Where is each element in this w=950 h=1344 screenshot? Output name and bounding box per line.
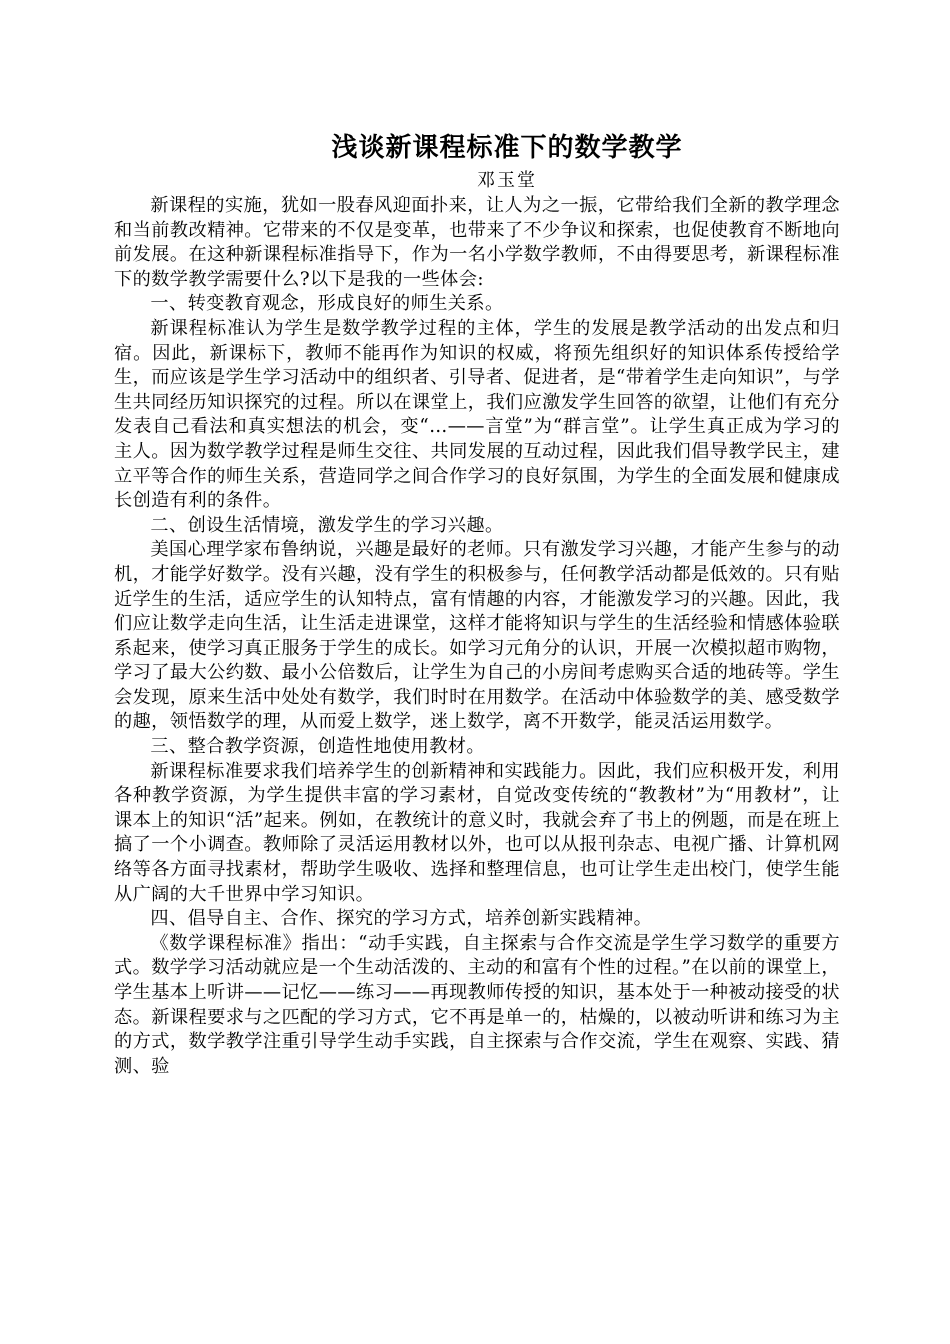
section-heading-1: 一、转变教育观念，形成良好的师生关系。 — [150, 293, 504, 315]
document-body — [114, 194, 840, 1079]
paragraph-3: 新课程标准要求我们培养学生的创新精神和实践能力。因此，我们应积极开发，利用各种教学资源，为学生提供丰富的学习素材，自觉改变传统的“教教材”为“用教材”，让课本上的知识“活”起来。例如，在教统计的意义时，我就会弃了书上的例题，而是在班上搞了一个小调查。教师除了灵活运用教材以外，也可以从报刊杂志、电视广播、计算机网络等各方面寻找素材，帮助学生吸收、选择和整理信息，也可让学生走出校门，使学生能从广阔的大千世界中学习知识。 — [114, 760, 840, 905]
section-heading-2: 二、创设生活情境，激发学生的学习兴趣。 — [150, 514, 504, 536]
paragraph-intro: 新课程的实施，犹如一股春风迎面扑来，让人为之一振，它带给我们全新的教学理念和当前教改精神。它带来的不仅是变革，也带来了不少争议和探索，也促使教育不断地向前发展。在这种新课程标准指导下，作为一名小学数学教师，不由得要思考，新课程标准下的数学教学需要什么?以下是我的一些体会: — [114, 195, 840, 290]
paragraph-1: 新课程标准认为学生是数学教学过程的主体，学生的发展是教学活动的出发点和归宿。因此，新课标下，教师不能再作为知识的权威，将预先组织好的知识体系传授给学生，而应该是学生学习活动中的组织者、引导者、促进者，是“带着学生走向知识”，与学生共同经历知识探究的过程。所以在课堂上，我们应激发学生回答的欲望，让他们有充分发表自己看法和真实想法的机会，变“…——言堂”为“群言堂”。让学生真正成为学习的主人。因为数学教学过程是师生交往、共同发展的互动过程，因此我们倡导教学民主，建立平等合作的师生关系，营造同学之间合作学习的良好氛围，为学生的全面发展和健康成长创造有利的条件。 — [114, 317, 840, 512]
document-page — [114, 128, 840, 1079]
paragraph-2: 美国心理学家布鲁纳说，兴趣是最好的老师。只有激发学习兴趣，才能产生参与的动机，才能学好数学。没有兴趣，没有学生的积极参与，任何教学活动都是低效的。只有贴近学生的生活，适应学生的认知特点，富有情趣的内容，才能激发学习的兴趣。因此，我们应让数学走向生活，让生活走进课堂，这样才能将知识与学生的生活经验和情感体验联系起来，使学习真正服务于学生的成长。如学习元角分的认识，开展一次模拟超市购物，学习了最大公约数、最小公倍数后，让学生为自己的小房间考虑购买合适的地砖等。学生会发现，原来生活中处处有数学，我们时时在用数学。在活动中体验数学的美、感受数学的趣，领悟数学的理，从而爱上数学，迷上数学，离不开数学，能灵活运用数学。 — [114, 539, 840, 733]
paragraph-4: 《数学课程标准》指出：“动手实践，自主探索与合作交流是学生学习数学的重要方式。数学学习活动就应是一个生动活泼的、主动的和富有个性的过程。”在以前的课堂上，学生基本上听讲——记忆——练习——再现教师传授的知识，基本处于一种被动接受的状态。新课程要求与之匹配的学习方式，它不再是单一的，枯燥的，以被动听讲和练习为主的方式，数学教学注重引导学生动手实践，自主探索与合作交流，学生在观察、实践、猜测、验 — [114, 932, 840, 1077]
section-heading-3: 三、整合教学资源，创造性地使用教材。 — [150, 736, 485, 758]
section-heading-4: 四、倡导自主、合作、探究的学习方式，培养创新实践精神。 — [150, 908, 653, 930]
document-author: 邓玉堂 — [477, 170, 537, 191]
document-title: 浅谈新课程标准下的数学教学 — [331, 133, 683, 163]
